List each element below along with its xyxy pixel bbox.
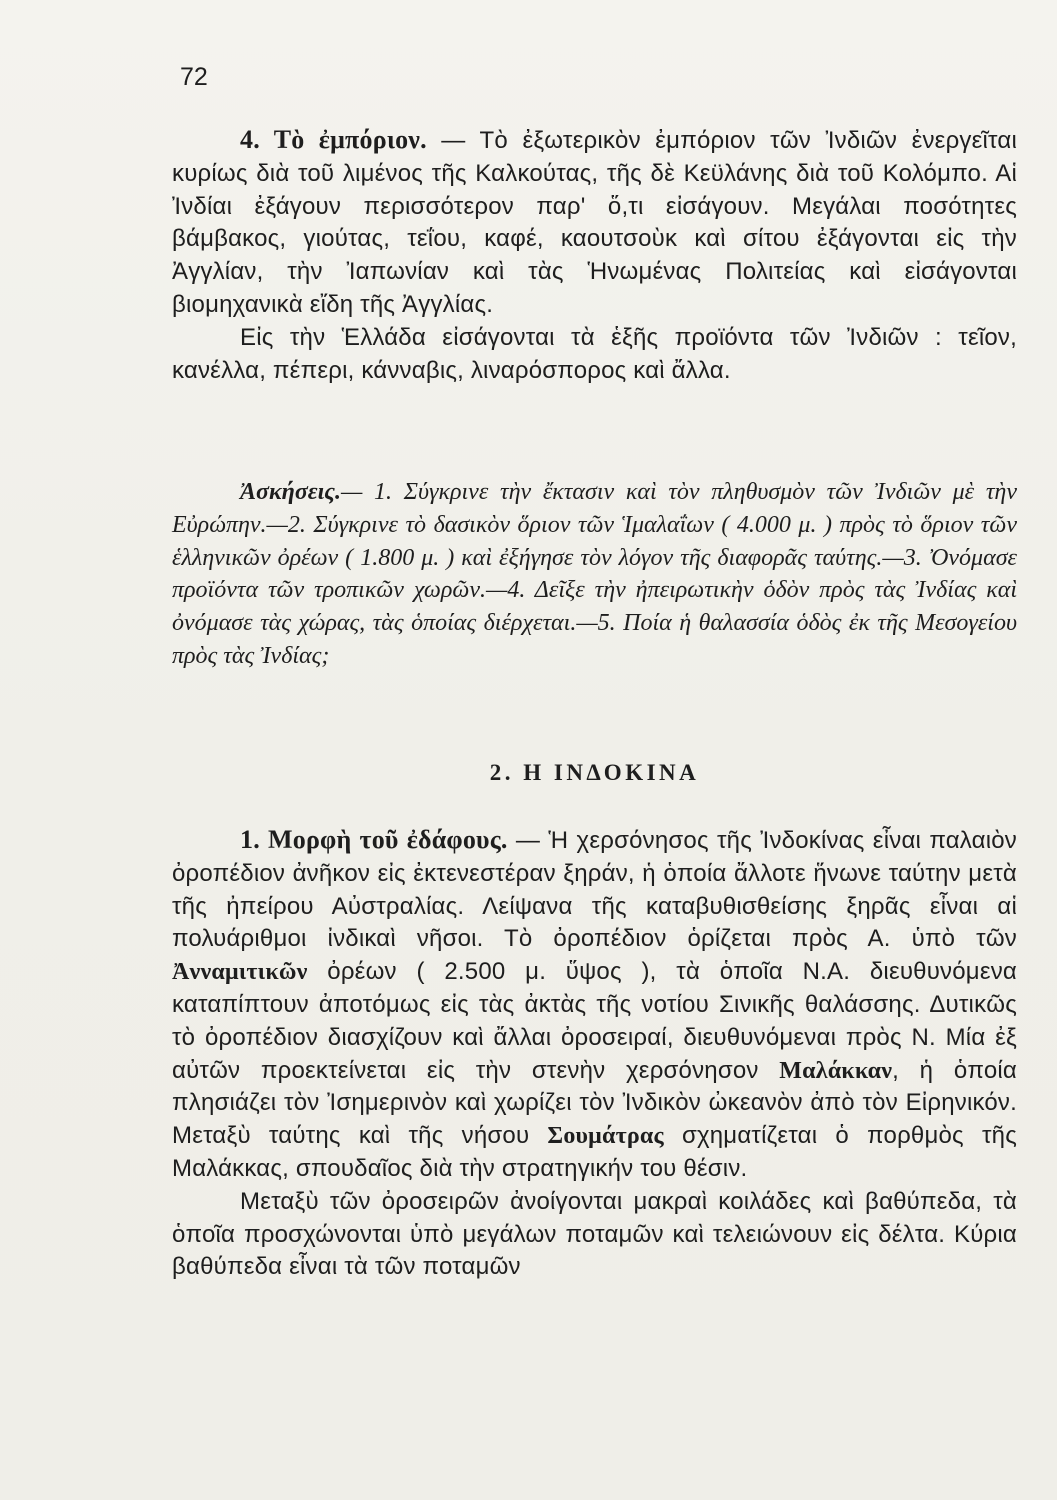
relief-text-b: ὀρέων ( 2.500 μ. ὕψος ), τὰ ὁποῖα Ν.Α. διευθυνόμενα καταπίπτουν ἀποτόμως εἰς τὰς ἀκτὰς τῆς νοτίου Σινικῆς θαλάσσης. Δυτικῶς τὸ ὀροπέδιον διασχίζουν καὶ ἄλλαι ὀροσειραί, διευθυνόμεναι πρὸς Ν. Μία ἐξ αὐτῶν προεκτείνεται εἰς τὴν στενὴν χερσόνησον (172, 958, 1017, 1084)
imports-paragraph: Εἰς τὴν Ἑλλάδα εἰσάγονται τὰ ἑξῆς προϊόντα τῶν Ἰνδιῶν : τεῖον, κανέλλα, πέπερι, κάνναβις, λιναρόσπορος καὶ ἄλλα. (172, 323, 1017, 384)
commerce-section (172, 124, 1017, 387)
page-number: 72 (180, 63, 208, 91)
commerce-text: — Τὸ ἐξωτερικὸν ἐμπόριον τῶν Ἰνδιῶν ἐνεργεῖται κυρίως διὰ τοῦ λιμένος τῆς Καλκούτας, τῆς δὲ Κεϋλάνης διὰ τοῦ Κολόμπο. Αἱ Ἰνδίαι ἐξάγουν περισσότερον παρ' ὅ,τι εἰσάγουν. Μεγάλαι ποσότητες βάμβακος, γιούτας, τεΐου, καφέ, καουτσοὺκ καὶ σίτου ἐξάγονται εἰς τὴν Ἀγγλίαν, τὴν Ἰαπωνίαν καὶ τὰς Ἡνωμένας Πολιτείας καὶ εἰσάγονται βιομηχανικὰ εἴδη τῆς Ἀγγλίας. (172, 127, 1017, 318)
commerce-heading: 4. Τὸ ἐμπόριον. (240, 125, 427, 154)
term-annamitic: Ἀνναμιτικῶν (172, 959, 308, 986)
valleys-paragraph: Μεταξὺ τῶν ὀροσειρῶν ἀνοίγονται μακραὶ κοιλάδες καὶ βαθύπεδα, τὰ ὁποῖα προσχώνονται ὑπὸ μεγάλων ποταμῶν καὶ τελειώνουν εἰς δέλτα. Κύρια βαθύπεδα εἶναι τὰ τῶν ποταμῶν (172, 1187, 1017, 1281)
term-sumatra: Σουμάτρας (547, 1123, 664, 1150)
relief-text-a: — Ἡ χερσόνησος τῆς Ἰνδοκίνας εἶναι παλαιὸν ὀροπέδιον ἀνῆκον εἰς ἐκτενεστέραν ξηράν, ἡ ὁποία ἄλλοτε ἥνωνε ταύτην μετὰ τῆς ἠπείρου Αὐστραλίας. Λείψανα τῆς καταβυθισθείσης ξηρᾶς εἶναι αἱ πολυάριθμοι ἰνδικαὶ νῆσοι. Τὸ ὀροπέδιον ὁρίζεται πρὸς Α. ὑπὸ τῶν (172, 827, 1017, 953)
relief-text-d: σχηματίζεται ὁ πορθμὸς τῆς Μαλάκκας, σπουδαῖος διὰ τὴν στρατηγικήν του θέσιν. (172, 1122, 1017, 1182)
relief-text-c: , ἡ ὁποία πλησιάζει τὸν Ἰσημερινὸν καὶ χωρίζει τὸν Ἰνδικὸν ὠκεανὸν ἀπὸ τὸν Εἰρηνικόν. Μεταξὺ ταύτης καὶ τῆς νήσου (172, 1056, 1017, 1150)
exercises-section (172, 476, 1017, 673)
commerce-paragraph (172, 124, 1017, 322)
section-title: 2. Η ΙΝΔΟΚΙΝΑ (489, 760, 700, 785)
relief-paragraph (172, 824, 1017, 1186)
exercises-label: Ἀσκήσεις. (240, 479, 341, 505)
exercises-text: — 1. Σύγκρινε τὴν ἔκτασιν καὶ τὸν πληθυσμὸν τῶν Ἰνδιῶν μὲ τὴν Εὐρώπην.—2. Σύγκρινε τὸ δασικὸν ὅριον τῶν Ἱμαλαΐων ( 4.000 μ. ) πρὸς τὸ ὅριον τῶν ἑλληνικῶν ὀρέων ( 1.800 μ. ) καὶ ἐξήγησε τὸν λόγον τῆς διαφορᾶς ταύτης.—3. Ὀνόμασε προϊόντα τῶν τροπικῶν χωρῶν.—4. Δεῖξε τὴν ἠπειρωτικὴν ὁδὸν πρὸς τὰς Ἰνδίας καὶ ὀνόμασε τὰς χώρας, τὰς ὁποίας διέρχεται.—5. Ποία ἡ θαλασσία ὁδὸς ἐκ τῆς Μεσογείου πρὸς τὰς Ἰνδίας; (172, 479, 1017, 669)
relief-heading: 1. Μορφὴ τοῦ ἐδάφους. (240, 825, 508, 854)
term-malacca: Μαλάκκαν (779, 1057, 893, 1084)
relief-section (172, 824, 1017, 1284)
